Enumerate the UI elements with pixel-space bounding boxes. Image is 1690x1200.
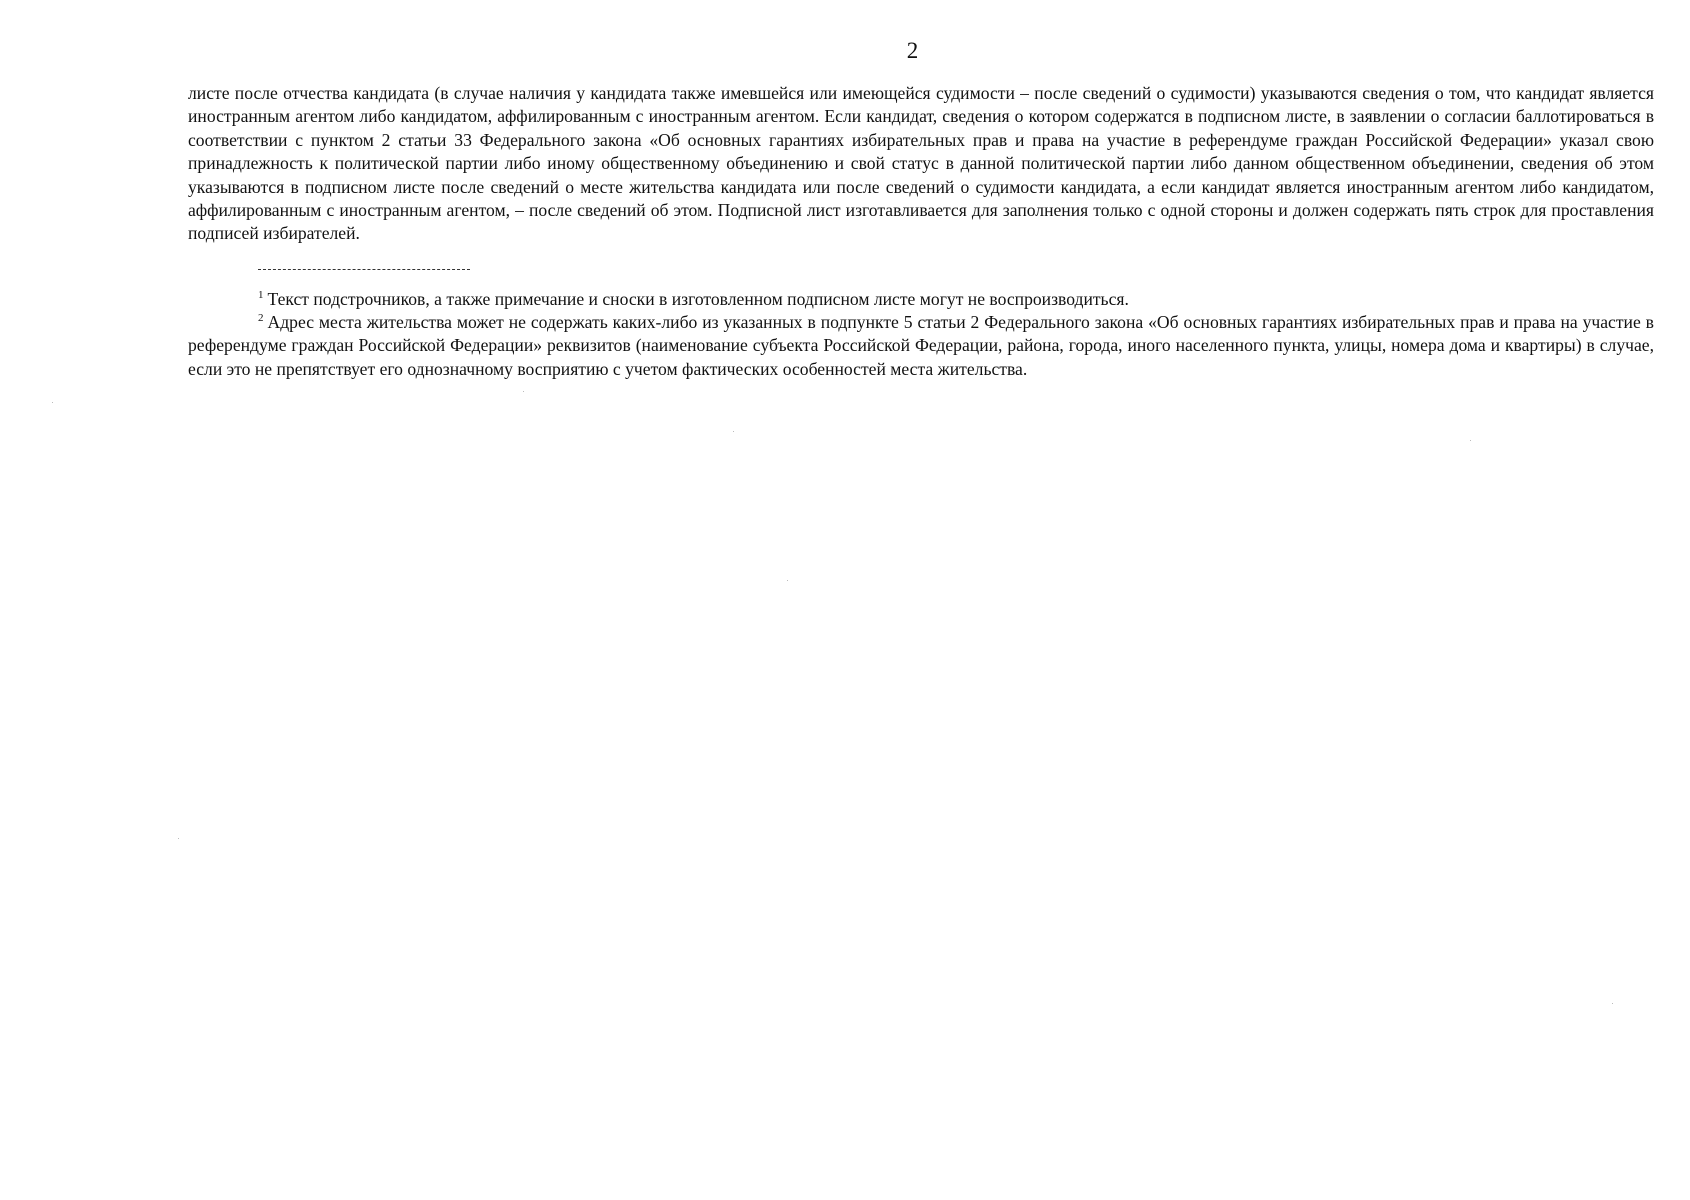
scan-speck	[52, 402, 53, 403]
footnote-separator	[258, 269, 470, 270]
footnote-2	[188, 311, 1654, 381]
page-number: 2	[906, 38, 919, 63]
footnote-marker: 2	[258, 312, 264, 325]
scan-speck	[1612, 1003, 1613, 1004]
scan-speck	[733, 431, 734, 432]
footnote-marker: 1	[258, 289, 264, 302]
scan-speck	[523, 391, 524, 392]
scan-speck	[178, 838, 179, 839]
footnote-text: Текст подстрочников, а также примечание и сноски в изготовленном подписном листе могут не воспроизводиться.	[267, 289, 1129, 309]
footnote-1	[188, 288, 1654, 311]
footnotes	[188, 288, 1654, 381]
scan-speck	[787, 580, 788, 581]
scan-speck	[1470, 440, 1471, 441]
body-paragraph: листе после отчества кандидата (в случае наличия у кандидата также имевшейся или имеющейся судимости – после сведений о судимости) указываются сведения о том, что кандидат является иностранным агентом либо кандидатом, аффилированным с иностранным агентом. Если кандидат, сведения о котором содержатся в подписном листе, в заявлении о согласии баллотироваться в соответствии с пунктом 2 статьи 33 Федерального закона «Об основных гарантиях избирательных прав и права на участие в референдуме граждан Российской Федерации» указал свою принадлежность к политической партии либо иному общественному объединению и свой статус в данной политической партии либо данном общественном объединении, сведения об этом указываются в подписном листе после сведений о месте жительства кандидата или после сведений о судимости кандидата, а если кандидат является иностранным агентом либо кандидатом, аффилированным с иностранным агентом, – после сведений об этом. Подписной лист изготавливается для заполнения только с одной стороны и должен содержать пять строк для проставления подписей избирателей.	[188, 83, 1654, 244]
footnote-text: Адрес места жительства может не содержать каких-либо из указанных в подпункте 5 статьи 2 Федерального закона «Об основных гарантиях избирательных прав и права на участие в референдуме граждан Российской Федерации» реквизитов (наименование субъекта Российской Федерации, района, города, иного населенного пункта, улицы, номера дома и квартиры) в случае, если это не препятствует его однозначному восприятию с учетом фактических особенностей места жительства.	[188, 312, 1654, 379]
